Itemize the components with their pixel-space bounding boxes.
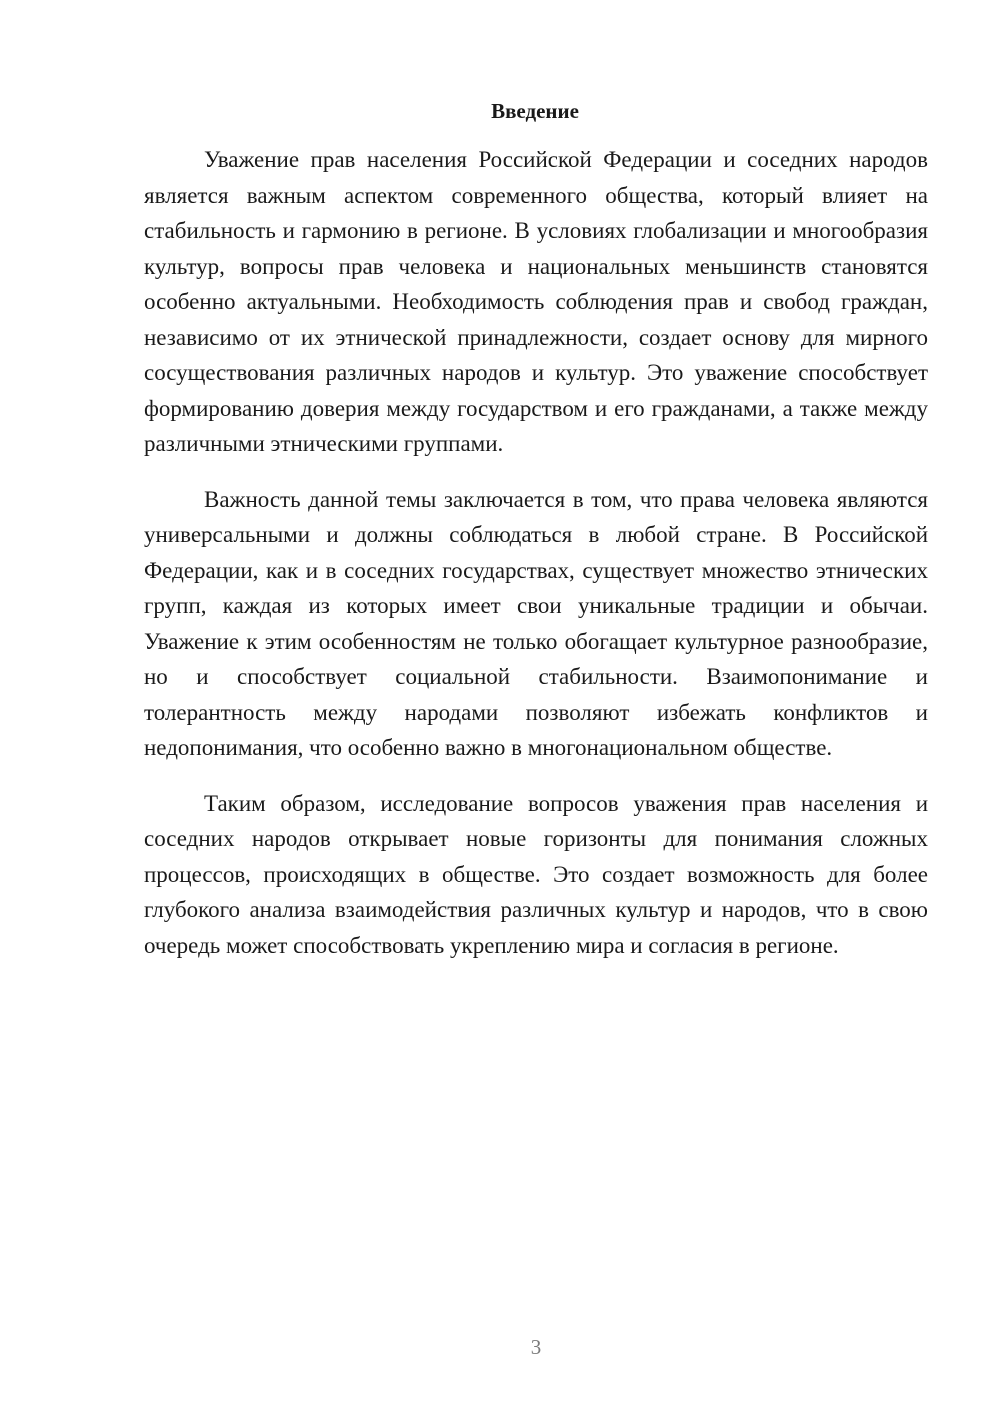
body-text [144, 142, 928, 983]
paragraph-1: Уважение прав населения Российской Федерации и соседних народов является важным аспектом современного общества, который влияет на стабильность и гармонию в регионе. В условиях глобализации и многообразия культур, вопросы прав человека и национальных меньшинств становятся особенно актуальными. Необходимость соблюдения прав и свобод граждан, независимо от их этнической принадлежности, создает основу для мирного сосуществования различных народов и культур. Это уважение способствует формированию доверия между государством и его гражданами, а также между различными этническими группами. [144, 147, 928, 456]
page-number: 3 [530, 1335, 542, 1359]
paragraph-2: Важность данной темы заключается в том, что права человека являются универсальными и должны соблюдаться в любой стране. В Российской Федерации, как и в соседних государствах, существует множество этнических групп, каждая из которых имеет свои уникальные традиции и обычаи. Уважение к этим особенностям не только обогащает культурное разнообразие, но и способствует социальной стабильности. Взаимопонимание и толерантность между народами позволяют избежать конфликтов и недопонимания, что особенно важно в многонациональном обществе. [144, 486, 928, 760]
section-heading: Введение [491, 99, 579, 123]
paragraph-3: Таким образом, исследование вопросов уважения прав населения и соседних народов открывает новые горизонты для понимания сложных процессов, происходящих в обществе. Это создает возможность для более глубокого анализа взаимодействия различных культур и народов, что в свою очередь может способствовать укреплению мира и согласия в регионе. [144, 790, 928, 958]
